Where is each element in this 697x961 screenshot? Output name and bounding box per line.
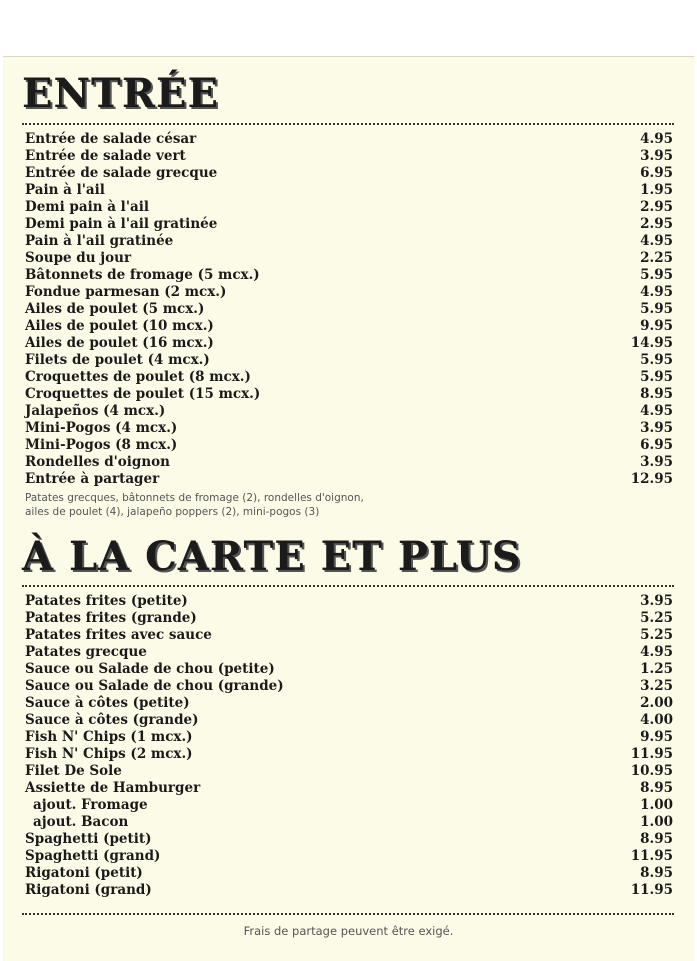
menu-item [25, 420, 673, 437]
item-price: 2.95 [640, 199, 673, 215]
item-price: 4.95 [640, 131, 673, 147]
item-price: 10.95 [630, 763, 673, 779]
divider [22, 913, 674, 915]
item-name: Entrée de salade grecque [25, 165, 218, 181]
item-price: 5.25 [640, 627, 673, 643]
item-price: 2.25 [640, 250, 673, 266]
item-price: 12.95 [630, 471, 673, 487]
menu-item [25, 678, 673, 695]
item-name: Fish N' Chips (2 mcx.) [25, 746, 193, 762]
item-price: 5.95 [640, 369, 673, 385]
item-price: 5.95 [640, 301, 673, 317]
item-price: 9.95 [640, 729, 673, 745]
item-price: 3.95 [640, 593, 673, 609]
item-price: 8.95 [640, 780, 673, 796]
item-name: Ailes de poulet (5 mcx.) [25, 301, 205, 317]
menu-item [25, 780, 673, 797]
item-price: 3.95 [640, 420, 673, 436]
item-name: Sauce à côtes (grande) [25, 712, 199, 728]
menu-item [25, 712, 673, 729]
item-price: 11.95 [630, 882, 673, 898]
item-name: ajout. Bacon [33, 814, 129, 830]
item-price: 14.95 [630, 335, 673, 351]
item-name: Filets de poulet (4 mcx.) [25, 352, 210, 368]
menu-item [25, 131, 673, 148]
item-price: 5.95 [640, 267, 673, 283]
item-name: Demi pain à l'ail gratinée [25, 216, 218, 232]
entree-items [25, 131, 673, 488]
item-name: Rigatoni (petit) [25, 865, 143, 881]
item-name: Pain à l'ail gratinée [25, 233, 174, 249]
menu-item [25, 250, 673, 267]
item-name: Rigatoni (grand) [25, 882, 152, 898]
section-title-a-la-carte: À LA CARTE ET PLUS [22, 533, 522, 580]
item-price: 6.95 [640, 437, 673, 453]
item-name: Mini-Pogos (4 mcx.) [25, 420, 178, 436]
item-name: Assiette de Hamburger [25, 780, 201, 796]
menu-item [25, 882, 673, 899]
menu-item [25, 182, 673, 199]
item-price: 8.95 [640, 831, 673, 847]
item-name: Soupe du jour [25, 250, 132, 266]
item-name: Croquettes de poulet (15 mcx.) [25, 386, 261, 402]
menu-item [25, 797, 673, 814]
item-price: 1.00 [640, 797, 673, 813]
divider [22, 585, 674, 587]
item-price: 9.95 [640, 318, 673, 334]
item-price: 2.00 [640, 695, 673, 711]
menu-item [25, 318, 673, 335]
item-price: 1.25 [640, 661, 673, 677]
item-price: 3.95 [640, 454, 673, 470]
item-price: 4.95 [640, 233, 673, 249]
item-price: 5.25 [640, 610, 673, 626]
menu-item [25, 267, 673, 284]
note-line: ailes de poulet (4), jalapeño poppers (2), mini-pogos (3) [25, 506, 320, 518]
item-name: Croquettes de poulet (8 mcx.) [25, 369, 251, 385]
item-name: Entrée de salade césar [25, 131, 197, 147]
menu-item [25, 848, 673, 865]
menu-item [25, 746, 673, 763]
menu-item [25, 233, 673, 250]
item-name: Spaghetti (petit) [25, 831, 152, 847]
item-name: Filet De Sole [25, 763, 122, 779]
item-price: 11.95 [630, 848, 673, 864]
item-price: 4.95 [640, 403, 673, 419]
menu-item [25, 471, 673, 488]
menu-item [25, 352, 673, 369]
menu-item [25, 644, 673, 661]
item-name: Mini-Pogos (8 mcx.) [25, 437, 178, 453]
menu-item [25, 216, 673, 233]
note-line: Patates grecques, bâtonnets de fromage (2), rondelles d'oignon, [25, 492, 364, 504]
item-price: 4.95 [640, 284, 673, 300]
item-price: 3.95 [640, 148, 673, 164]
menu-item [25, 165, 673, 182]
menu-item [25, 695, 673, 712]
item-name: Fondue parmesan (2 mcx.) [25, 284, 227, 300]
menu-item [25, 627, 673, 644]
sharing-platter-note [25, 491, 445, 519]
item-name: Spaghetti (grand) [25, 848, 161, 864]
item-price: 11.95 [630, 746, 673, 762]
section-title-entree: ENTRÉE [22, 70, 220, 117]
menu-item [25, 729, 673, 746]
item-price: 6.95 [640, 165, 673, 181]
item-price: 1.00 [640, 814, 673, 830]
menu-item [25, 814, 673, 831]
a-la-carte-items [25, 593, 673, 899]
item-name: Entrée à partager [25, 471, 160, 487]
item-name: Ailes de poulet (10 mcx.) [25, 318, 214, 334]
menu-item [25, 403, 673, 420]
item-name: ajout. Fromage [33, 797, 148, 813]
item-name: Fish N' Chips (1 mcx.) [25, 729, 193, 745]
menu-item [25, 831, 673, 848]
item-name: Sauce ou Salade de chou (petite) [25, 661, 275, 677]
item-price: 8.95 [640, 865, 673, 881]
menu-item [25, 301, 673, 318]
menu-item [25, 865, 673, 882]
menu-item [25, 437, 673, 454]
item-price: 4.00 [640, 712, 673, 728]
menu-item [25, 593, 673, 610]
item-price: 5.95 [640, 352, 673, 368]
item-price: 3.25 [640, 678, 673, 694]
menu-item [25, 610, 673, 627]
item-name: Ailes de poulet (16 mcx.) [25, 335, 214, 351]
footer-note: Frais de partage peuvent être exigé. [243, 924, 454, 938]
item-name: Jalapeños (4 mcx.) [25, 403, 166, 419]
item-name: Sauce ou Salade de chou (grande) [25, 678, 284, 694]
item-name: Patates frites (petite) [25, 593, 188, 609]
item-price: 2.95 [640, 216, 673, 232]
item-name: Patates frites (grande) [25, 610, 197, 626]
item-name: Bâtonnets de fromage (5 mcx.) [25, 267, 260, 283]
menu-item [25, 763, 673, 780]
item-name: Pain à l'ail [25, 182, 105, 198]
menu-item [25, 148, 673, 165]
item-price: 4.95 [640, 644, 673, 660]
item-name: Patates frites avec sauce [25, 627, 212, 643]
item-name: Sauce à côtes (petite) [25, 695, 190, 711]
item-name: Entrée de salade vert [25, 148, 186, 164]
menu-item [25, 386, 673, 403]
item-name: Rondelles d'oignon [25, 454, 170, 470]
divider [22, 123, 674, 125]
menu-item [25, 199, 673, 216]
item-name: Patates grecque [25, 644, 147, 660]
item-price: 8.95 [640, 386, 673, 402]
menu-item [25, 369, 673, 386]
menu-item [25, 454, 673, 471]
item-name: Demi pain à l'ail [25, 199, 149, 215]
menu-item [25, 284, 673, 301]
menu-item [25, 335, 673, 352]
item-price: 1.95 [640, 182, 673, 198]
menu-item [25, 661, 673, 678]
